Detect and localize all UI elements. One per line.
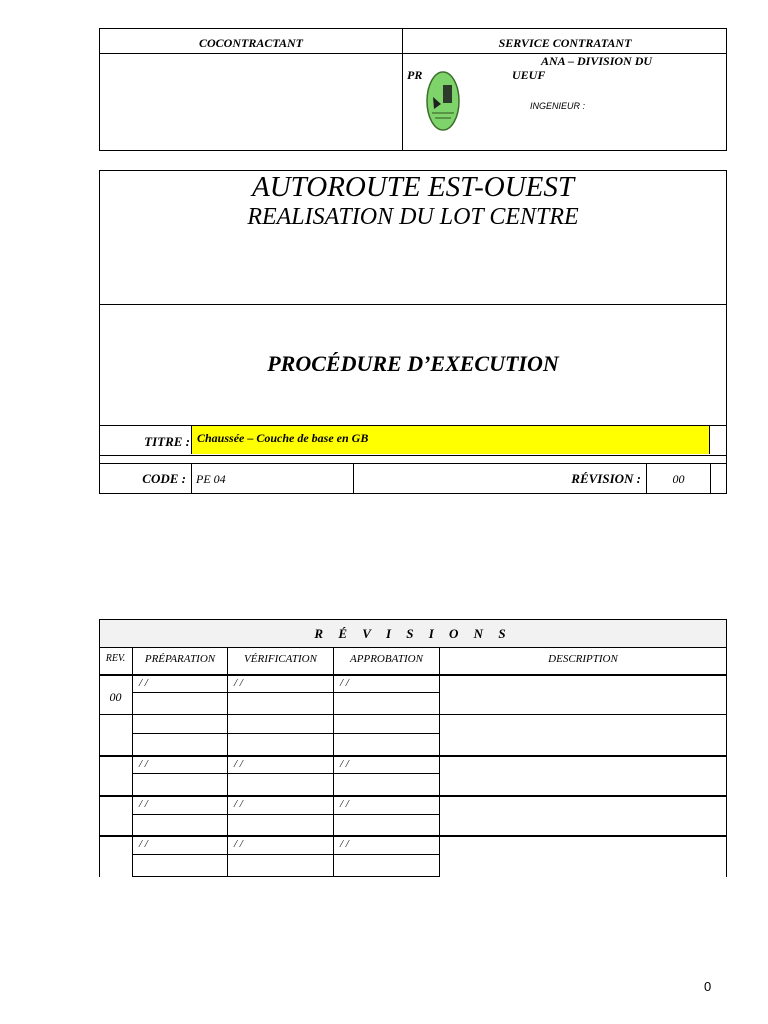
col-rev: REV. — [105, 653, 126, 664]
revisions-heading: R É V I S I O N S — [314, 626, 512, 641]
appro-date-4: / / — [340, 838, 349, 850]
revisions-table — [99, 619, 727, 877]
verif-date-1: / / — [234, 677, 243, 689]
verif-date-4: / / — [234, 838, 243, 850]
service-line-2-start: PR — [407, 68, 423, 82]
col-verification: VÉRIFICATION — [244, 653, 317, 665]
appro-date-2: / / — [340, 758, 349, 770]
ana-logo-icon — [426, 71, 460, 131]
revision-label: RÉVISION : — [571, 471, 641, 486]
appro-date-3: / / — [340, 798, 349, 810]
service-line-1: ANA – DIVISION DU — [541, 54, 653, 68]
col-preparation: PRÉPARATION — [144, 653, 216, 665]
rev-number: 00 — [109, 690, 122, 704]
revisions-heading-band — [99, 619, 727, 648]
verif-date-3: / / — [234, 798, 243, 810]
page-number: 0 — [704, 979, 712, 994]
engineer-label: INGENIEUR : — [530, 101, 586, 111]
col-description: DESCRIPTION — [548, 653, 618, 665]
cocontractant-title: COCONTRACTANT — [198, 36, 303, 50]
titre-value-box — [191, 426, 710, 454]
code-label: CODE : — [142, 471, 186, 486]
service-contratant-title: SERVICE CONTRATANT — [498, 36, 632, 50]
prep-date-1: / / — [139, 677, 148, 689]
col-approbation: APPROBATION — [350, 653, 423, 665]
appro-date-1: / / — [340, 677, 349, 689]
project-title: AUTOROUTE EST-OUEST — [252, 171, 574, 203]
prep-date-4: / / — [139, 838, 148, 850]
project-subtitle: REALISATION DU LOT CENTRE — [247, 204, 579, 230]
document-type: PROCÉDURE D’EXECUTION — [267, 351, 559, 376]
title-block — [99, 170, 727, 494]
code-value: PE 04 — [196, 472, 226, 486]
titre-label: TITRE : — [144, 434, 190, 449]
revision-value: 00 — [672, 472, 685, 486]
header-table — [99, 28, 727, 151]
prep-date-3: / / — [139, 798, 148, 810]
prep-date-2: / / — [139, 758, 148, 770]
service-line-2-end: UEUF — [512, 68, 546, 82]
verif-date-2: / / — [234, 758, 243, 770]
titre-value: Chaussée – Couche de base en GB — [197, 431, 369, 445]
